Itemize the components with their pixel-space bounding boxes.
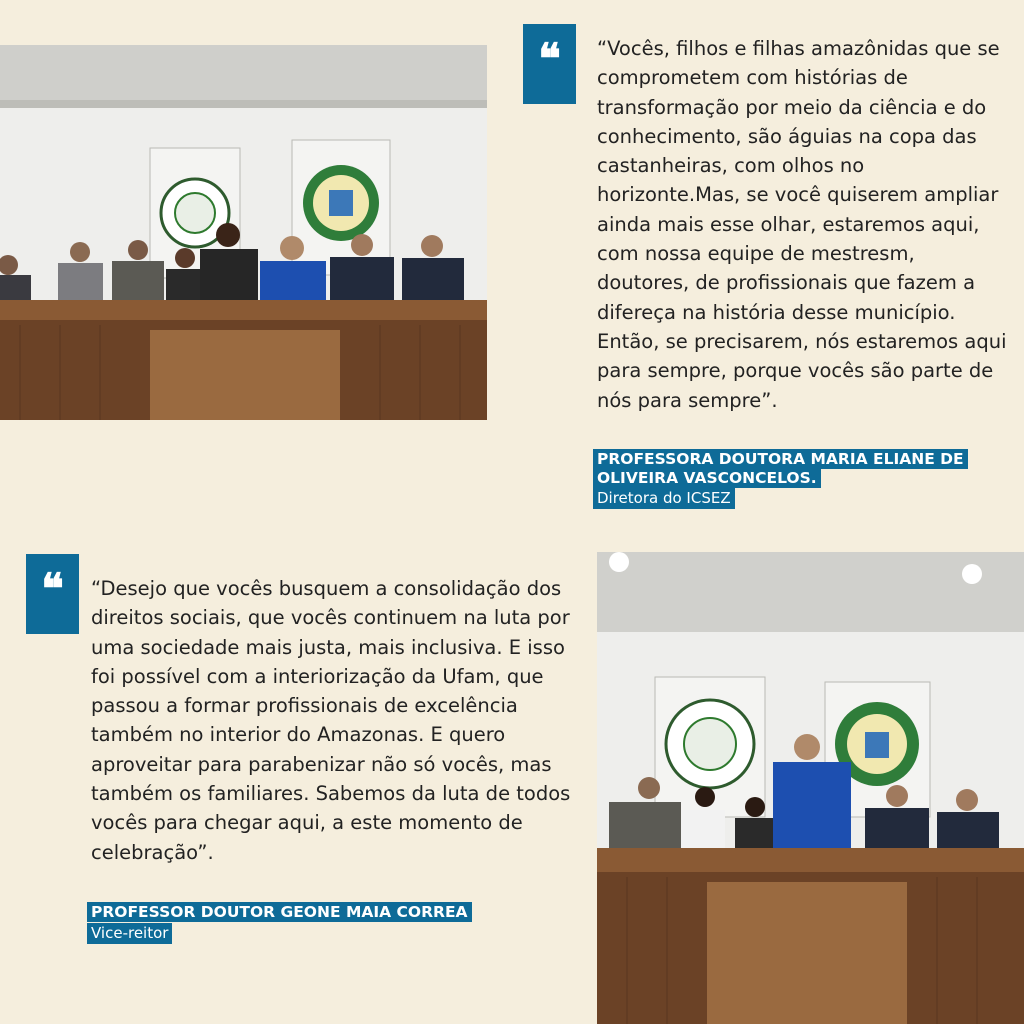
quote-text-2: “Desejo que vocês busquem a consolidação dos direitos sociais, que vocês continuem na luta por uma sociedade mais justa, mais inclusiva. E isso foi possível com a interiorização da Ufam, que passou a formar profissionais de excelência também no interior do Amazonas. E quero aproveitar para parabenizar não só vocês, mas também os familiares. Sabemos da luta de todos vocês para chegar aqui, a este momento de celebração”.: [91, 577, 571, 864]
speaker-name-1-text: PROFESSORA DOUTORA MARIA ELIANE DE OLIVEIRA VASCONCELOS.: [593, 449, 968, 488]
ceremony-photo-2-image: [597, 552, 1024, 1024]
speaker-role-2: Vice-reitor: [87, 923, 172, 944]
ceremony-photo-1-image: [0, 45, 487, 420]
quote-mark-icon: ❝: [523, 24, 576, 104]
speaker-name-2-text: PROFESSOR DOUTOR GEONE MAIA CORREA: [87, 902, 472, 922]
speaker-name-2: [87, 903, 547, 922]
ceremony-photo-1: [0, 45, 487, 420]
quote-mark-icon: ❝: [26, 554, 79, 634]
quote-text-1: “Vocês, filhos e filhas amazônidas que se comprometem com histórias de transformação por meio da ciência e do conhecimento, são águias na copa das castanheiras, com olhos no horizonte.Mas, se você quiserem ampliar ainda mais esse olhar, estaremos aqui, com nossa equipe de mestresm, doutores, de profissionais que fazem a difereça na história desse município. Então, se precisarem, nós estaremos aqui para sempre, porque vocês são parte de nós para sempre”.: [597, 37, 1007, 412]
ceremony-photo-2: [597, 552, 1024, 1024]
speaker-role-1: Diretora do ICSEZ: [593, 488, 735, 509]
speaker-name-1: [593, 450, 983, 488]
